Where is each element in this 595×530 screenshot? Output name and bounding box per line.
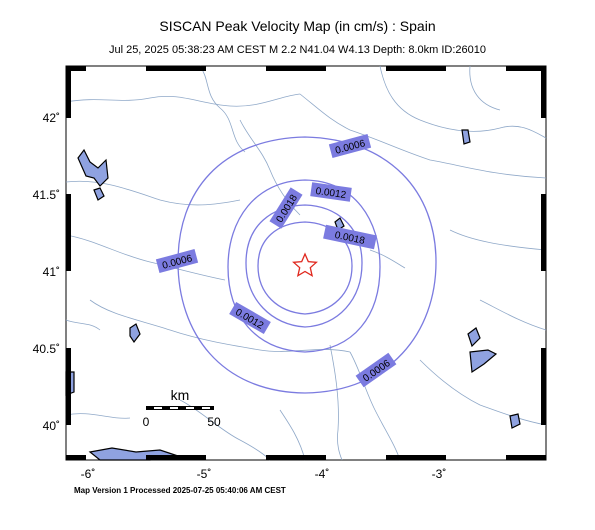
svg-text:0.0006: 0.0006 bbox=[161, 253, 194, 272]
svg-text:0.0012: 0.0012 bbox=[233, 306, 266, 332]
svg-text:0.0006: 0.0006 bbox=[361, 357, 393, 385]
lat-tick: 40˚ bbox=[42, 419, 60, 433]
lat-tick: 41.5˚ bbox=[32, 188, 60, 202]
lon-tick: -4˚ bbox=[314, 467, 330, 481]
svg-text:0.0018: 0.0018 bbox=[274, 192, 301, 225]
scale-bar-end: 50 bbox=[207, 415, 221, 429]
lon-tick: -6˚ bbox=[80, 467, 96, 481]
lon-tick: -3˚ bbox=[431, 467, 447, 481]
latitude-ticks bbox=[33, 111, 60, 433]
processing-footer: Map Version 1 Processed 2025-07-25 05:40:06 AM CEST bbox=[74, 486, 286, 495]
svg-text:0.0012: 0.0012 bbox=[314, 185, 347, 202]
map-frame bbox=[66, 66, 546, 460]
map-title: SISCAN Peak Velocity Map (in cm/s) : Spain bbox=[159, 18, 436, 34]
scale-bar-start: 0 bbox=[142, 415, 150, 429]
svg-text:0.0018: 0.0018 bbox=[333, 229, 366, 248]
lat-tick: 42˚ bbox=[42, 111, 60, 125]
lat-tick: 40.5˚ bbox=[32, 342, 60, 356]
event-info: Jul 25, 2025 05:38:23 AM CEST M 2.2 N41.04 W4.13 Depth: 8.0km ID:26010 bbox=[108, 44, 487, 56]
svg-text:0.0006: 0.0006 bbox=[334, 138, 367, 157]
lat-tick: 41˚ bbox=[42, 265, 60, 279]
scale-bar-title: km bbox=[170, 387, 190, 403]
lon-tick: -5˚ bbox=[196, 467, 212, 481]
longitude-ticks bbox=[81, 467, 447, 481]
